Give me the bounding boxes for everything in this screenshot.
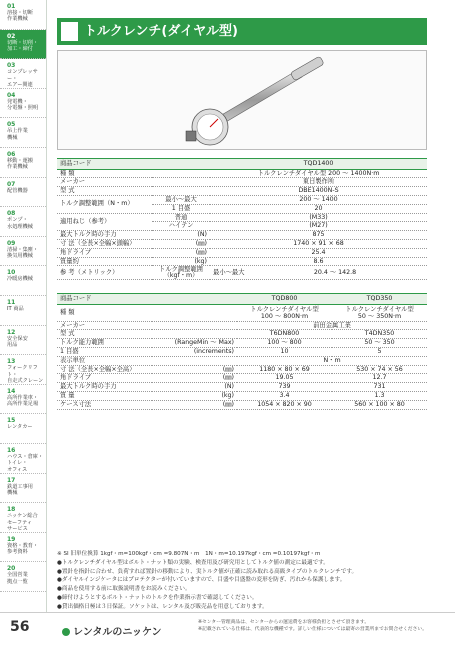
table-cell: 731 (332, 383, 427, 392)
table-cell: (㎜) (152, 374, 237, 383)
sidebar-item-label: 切断・切削・ 加工・締付 (7, 39, 39, 52)
sidebar-item-07[interactable] (0, 178, 46, 208)
table-cell: 1180 × 80 × 69 (237, 365, 332, 374)
table-cell: 質 量 (57, 391, 152, 400)
sidebar-item-label: フォークリフト・ 自走式クレーン (7, 365, 44, 384)
sidebar-item-label: 溶接・切断 作業機械 (7, 10, 33, 23)
table-cell: 角ドライブ (57, 374, 152, 383)
sidebar-item-label: 冷暖房機械 (7, 276, 33, 283)
table-cell: 20 (210, 204, 427, 213)
table-cell: TQD800 (237, 294, 332, 305)
page-footer (0, 612, 455, 645)
footer-note-line: ※センター管理商品は、センターからの運送費をお客様負担とさせて頂きます。 (198, 620, 370, 625)
table-cell: 1.3 (332, 391, 427, 400)
table-cell: 質量約 (57, 257, 152, 266)
table-cell: (RangeMin ～ Max) (152, 339, 237, 348)
sidebar-item-label: 資格・教育・ 参考資料 (7, 542, 39, 556)
table-cell: 1054 × 820 × 90 (237, 400, 332, 409)
table-cell: 商品コード (57, 294, 237, 305)
table-cell: (N) (152, 231, 210, 240)
table-cell: 角ドライブ (57, 248, 152, 257)
sidebar-item-label: 清掃・集塵・ 換気用機械 (7, 246, 39, 260)
logo-dot-icon (62, 628, 70, 636)
table-cell: 型 式 (57, 330, 237, 339)
table-cell: 530 × 74 × 56 (332, 365, 427, 374)
sidebar-item-15[interactable] (0, 414, 46, 444)
sidebar-item-label: コンプレッサー・ エアー関連 (7, 69, 38, 88)
sidebar-item-number: 10 (7, 269, 16, 277)
table-cell: トルクレンチダイヤル型 200 ～ 1400N·m (210, 169, 427, 178)
footer-note-line: ※記載されている仕様は、代表的な機種です。詳しい仕様については最寄の営業所までお問合せください。 (198, 627, 427, 632)
sidebar-item-number: 03 (7, 62, 16, 70)
sidebar-item-number: 13 (7, 358, 16, 366)
table-cell: 1 目盛 (152, 204, 210, 213)
table-cell: 560 × 100 × 80 (332, 400, 427, 409)
table-cell: 東日製作所 (210, 178, 427, 187)
table-cell: 普通 (152, 213, 210, 222)
table-cell: 寸 法（全長×全幅×全高） (57, 365, 152, 374)
sidebar-item-label: 吊上作業 機械 (7, 128, 28, 141)
sidebar-item-number: 11 (7, 298, 16, 306)
page-title: トルクレンチ(ダイヤル型) (84, 24, 238, 39)
sidebar-item-number: 07 (7, 180, 16, 188)
table-cell (210, 266, 427, 280)
footer-note (198, 619, 448, 633)
sidebar-item-14[interactable] (0, 385, 46, 415)
table-cell: (㎜) (152, 248, 210, 257)
sidebar-item-03[interactable] (0, 59, 46, 89)
table-cell: 19.05 (237, 374, 332, 383)
table-cell: 寸 法（全長×全幅×頭幅） (57, 239, 152, 248)
torque-wrench-photo (57, 50, 427, 150)
page-number: 56 (10, 619, 30, 635)
sidebar-item-label: 高所作業車・ 高所作業足場 (7, 394, 39, 408)
table-cell: トルクレンチダイヤル型 100 ～ 800N·m (237, 304, 332, 321)
note-line: ●置針を指針に合わせ、負荷すれば置針の移動により、実トルク値が正確に読み取れる高級タイプのトルクレンチです。 (57, 568, 358, 575)
table-cell: (㎜) (152, 400, 237, 409)
table-cell: 10 (237, 347, 332, 356)
table-cell: TQD350 (332, 294, 427, 305)
sidebar-item-number: 18 (7, 506, 16, 514)
sidebar-item-08[interactable] (0, 207, 46, 237)
table-cell: (㎜) (152, 365, 237, 374)
table-cell: (M33) (210, 213, 427, 222)
table-cell: (N) (152, 383, 237, 392)
table-cell: トルク能力範囲 (57, 339, 152, 348)
table-cell: 5 (332, 347, 427, 356)
table-cell: 8.6 (210, 257, 427, 266)
table-cell: ハイテン (152, 222, 210, 231)
table-cell: 最大トルク時の手力 (57, 383, 152, 392)
sidebar-item-number: 06 (7, 150, 16, 158)
table-cell: 表示単位 (57, 356, 237, 365)
table-cell: (㎜) (152, 239, 210, 248)
sidebar-item-number: 08 (7, 210, 16, 218)
title-marker (61, 22, 78, 41)
note-line: ●貸出価格日極は３日保証。ソケットは、レンタル及び販売品を用意しております。 (57, 603, 268, 610)
sidebar-item-05[interactable] (0, 118, 46, 148)
table-cell: 100 ～ 800 (237, 339, 332, 348)
sidebar-item-number: 16 (7, 446, 16, 454)
table-cell: 適用ねじ（参考） (57, 213, 152, 231)
sidebar-item-number: 05 (7, 121, 16, 129)
note-line: ※ SI 旧単位換算 1kgf・m=100kgf・cm =9.807N・m 1N・m=10.197kgf・cm =0.10197kgf・m (57, 551, 321, 557)
sidebar-item-label: 鉄道工事用 機械 (7, 483, 33, 496)
table-cell: (kg) (152, 391, 237, 400)
sidebar-item-06[interactable] (0, 148, 46, 178)
sidebar-item-label: 発電機・ 分電盤・照明 (7, 98, 39, 112)
sidebar-item-10[interactable] (0, 266, 46, 296)
title-bar (57, 18, 427, 45)
sidebar-item-20[interactable] (0, 562, 46, 592)
sidebar-item-number: 09 (7, 239, 16, 247)
table-cell: 875 (210, 231, 427, 240)
sidebar-item-number: 04 (7, 91, 16, 99)
table-cell: 前田金属工業 (237, 321, 427, 330)
torque-wrench-illustration (58, 51, 426, 149)
table-cell: トルク調整範囲 （kgf・m） (152, 266, 210, 280)
table-cell: T4DN350 (332, 330, 427, 339)
table-cell: ケース寸法 (57, 400, 152, 409)
sidebar-item-number: 14 (7, 387, 16, 395)
sidebar-item-label: IT 商品 (7, 305, 24, 312)
table-cell: T6DN800 (237, 330, 332, 339)
table-cell: 200 ～ 1400 (210, 195, 427, 204)
logo-text: レンタルのニッケン (73, 627, 162, 638)
table-cell: TQD1400 (210, 159, 427, 170)
table-cell: 種 類 (57, 169, 210, 178)
sidebar-item-02[interactable] (0, 30, 46, 60)
table-cell: (kg) (152, 257, 210, 266)
table-cell: 最小～最大 (152, 195, 210, 204)
sidebar-item-number: 02 (7, 32, 16, 40)
sidebar-item-16[interactable] (0, 444, 46, 474)
table-cell: 3.4 (237, 391, 332, 400)
table-cell: トルク調整範囲（N・m） (57, 195, 152, 213)
sidebar-item-number: 12 (7, 328, 16, 336)
sidebar-item-number: 20 (7, 565, 16, 573)
note-line: ●ダイヤルインジケータにはプロテクターが付いていますので、目盛や目盛盤の変形を防ぎ、汚れから保護します。 (57, 577, 346, 584)
table-cell: メーカー (57, 321, 237, 330)
table-cell: 25.4 (210, 248, 427, 257)
table-cell: メーカー (57, 178, 210, 187)
table-cell: (M27) (210, 222, 427, 231)
sidebar-item-04[interactable] (0, 89, 46, 119)
sidebar-item-17[interactable] (0, 474, 46, 504)
sidebar-item-number: 19 (7, 535, 16, 543)
sidebar-item-label: 配管機器 (7, 187, 28, 194)
notes (57, 550, 427, 612)
sidebar-item-label: ハウス・倉庫・ トイレ・ オフィス (7, 453, 44, 473)
table-cell: 739 (237, 383, 332, 392)
ref-value: 20.4 ～ 142.8 (313, 269, 357, 277)
table-cell: トルクレンチダイヤル型 50 ～ 350N·m (332, 304, 427, 321)
sidebar-item-11[interactable] (0, 296, 46, 326)
sidebar-item-label: ニッケン総合 セーフティ サービス (7, 513, 38, 532)
sidebar-item-13[interactable] (0, 355, 46, 385)
table-cell: 50 ～ 350 (332, 339, 427, 348)
spec-table-tqd800-tqd350 (57, 293, 427, 410)
sidebar-item-number: 01 (7, 3, 16, 10)
sidebar-item-label: ポンプ・ 水処理機械 (7, 217, 33, 230)
table-cell: 型 式 (57, 187, 210, 196)
table-cell: 商品コード (57, 159, 210, 170)
sidebar-item-19[interactable] (0, 533, 46, 563)
ref-sub2-label: 最小～最大 (213, 269, 245, 277)
sidebar-item-01[interactable] (0, 0, 46, 30)
spec-table-tqd1400 (57, 158, 427, 280)
note-line: ●商品を使用する前に取扱説明書をお読みください。 (57, 586, 191, 593)
table-cell: (increments) (152, 347, 237, 356)
table-cell: 参 考（メトリック） (57, 266, 152, 280)
note-line: ●締付けようとするボルト・ナットのトルクを作業指示書で確認してください。 (57, 594, 258, 601)
sidebar-item-label: レンタカー (7, 424, 33, 431)
note-line: ●トルクレンチダイヤル型はボルト・ナット類の実験、検査用及び研究用としてトルク値の測定に最適です。 (57, 559, 329, 566)
sidebar-item-12[interactable] (0, 326, 46, 356)
sidebar-item-label: 移動・運搬 作業機械 (7, 157, 33, 171)
table-cell: 種 類 (57, 304, 237, 321)
table-cell: DBE1400N-S (210, 187, 427, 196)
table-cell: 1 目盛 (57, 347, 152, 356)
sidebar-item-09[interactable] (0, 237, 46, 267)
sidebar-item-label: 安全保安 用品 (7, 335, 28, 348)
sidebar-item-number: 15 (7, 417, 16, 425)
company-logo (62, 623, 161, 638)
table-cell: 最大トルク時の手力 (57, 231, 152, 240)
table-cell: 1740 × 91 × 68 (210, 239, 427, 248)
sidebar-item-label: 全国営業 拠点一覧 (7, 572, 28, 585)
table-cell: 12.7 (332, 374, 427, 383)
sidebar-item-18[interactable] (0, 503, 46, 533)
sidebar-item-number: 17 (7, 476, 16, 484)
table-cell: N・m (237, 356, 427, 365)
category-sidebar (0, 0, 47, 612)
